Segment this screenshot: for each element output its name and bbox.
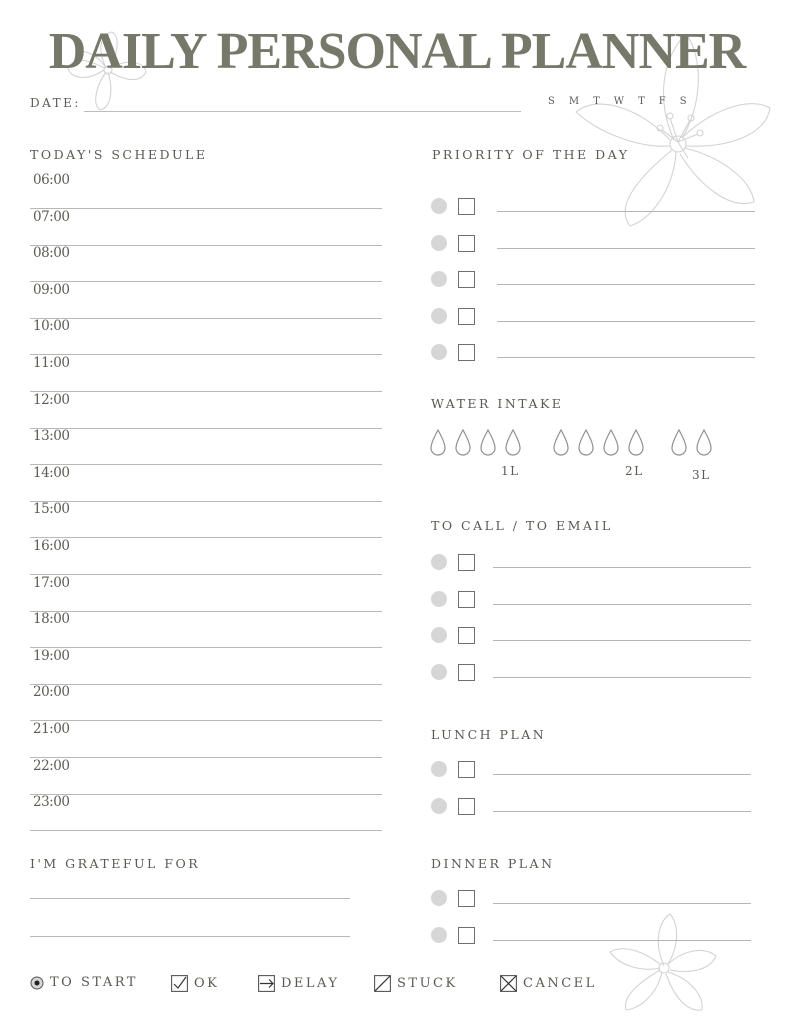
priority-item[interactable] — [431, 197, 755, 217]
water-drop-icon[interactable] — [480, 429, 496, 456]
to-call-item[interactable] — [431, 663, 751, 683]
status-dot-icon[interactable] — [431, 761, 447, 777]
schedule-row[interactable] — [30, 245, 382, 282]
status-dot-icon[interactable] — [431, 308, 447, 324]
dinner-line[interactable] — [493, 940, 751, 941]
schedule-row[interactable] — [30, 209, 382, 246]
water-drop-icon[interactable] — [628, 429, 644, 456]
priority-line[interactable] — [497, 284, 755, 285]
priority-line[interactable] — [497, 248, 755, 249]
schedule-time: 12:00 — [33, 391, 70, 408]
schedule-time: 09:00 — [33, 281, 70, 298]
checkbox[interactable] — [458, 344, 475, 361]
water-drop-icon[interactable] — [455, 429, 471, 456]
priority-heading: PRIORITY OF THE DAY — [432, 147, 630, 162]
checkbox[interactable] — [458, 627, 475, 644]
checkbox[interactable] — [458, 554, 475, 571]
dinner-item[interactable] — [431, 889, 751, 909]
schedule-row[interactable] — [30, 611, 382, 648]
legend-cancel-label: CANCEL — [523, 976, 597, 991]
water-drop-icon[interactable] — [603, 429, 619, 456]
status-dot-icon[interactable] — [431, 198, 447, 214]
schedule-time: 08:00 — [33, 245, 70, 262]
water-label-1l: 1L — [501, 464, 520, 478]
legend-cancel — [500, 975, 597, 992]
to-call-line[interactable] — [493, 604, 751, 605]
priority-line[interactable] — [497, 357, 755, 358]
status-dot-icon[interactable] — [431, 664, 447, 680]
schedule-time: 18:00 — [33, 611, 70, 628]
schedule-time: 10:00 — [33, 318, 70, 335]
schedule-row[interactable] — [30, 794, 382, 831]
water-heading: WATER INTAKE — [431, 396, 564, 411]
page-title: DAILY PERSONAL PLANNER — [48, 23, 746, 80]
checkbox[interactable] — [458, 798, 475, 815]
grateful-heading: I'M GRATEFUL FOR — [30, 856, 201, 871]
legend-stuck-label: STUCK — [397, 976, 458, 991]
status-dot-icon[interactable] — [431, 271, 447, 287]
schedule-time: 17:00 — [33, 574, 70, 591]
legend-stuck — [374, 975, 458, 992]
schedule-row[interactable] — [30, 392, 382, 429]
weekday-sat[interactable]: S — [679, 96, 687, 107]
checkbox[interactable] — [458, 591, 475, 608]
schedule-time: 22:00 — [33, 757, 70, 774]
checkbox[interactable] — [458, 761, 475, 778]
schedule-row[interactable] — [30, 501, 382, 538]
dinner-line[interactable] — [493, 903, 751, 904]
schedule-row[interactable] — [30, 758, 382, 795]
water-label-2l: 2L — [625, 464, 644, 478]
status-dot-icon[interactable] — [431, 344, 447, 360]
schedule-time: 07:00 — [33, 208, 70, 225]
schedule-row[interactable] — [30, 684, 382, 721]
status-dot-icon[interactable] — [431, 798, 447, 814]
arrow-box-icon — [258, 975, 275, 992]
schedule-time: 20:00 — [33, 684, 70, 701]
priority-item[interactable] — [431, 270, 755, 290]
date-input-line[interactable] — [84, 111, 521, 112]
legend-delay-label: DELAY — [281, 976, 340, 991]
priority-item[interactable] — [431, 234, 755, 254]
status-dot-icon[interactable] — [431, 554, 447, 570]
status-dot-icon[interactable] — [431, 627, 447, 643]
schedule-row[interactable] — [30, 648, 382, 685]
schedule-time: 15:00 — [33, 501, 70, 518]
slash-box-icon — [374, 975, 391, 992]
priority-item[interactable] — [431, 343, 755, 363]
checkbox[interactable] — [458, 890, 475, 907]
to-call-line[interactable] — [493, 567, 751, 568]
checkbox[interactable] — [458, 664, 475, 681]
checkbox[interactable] — [458, 927, 475, 944]
schedule-time: 06:00 — [33, 172, 70, 188]
schedule-row[interactable] — [30, 538, 382, 575]
dinner-item[interactable] — [431, 926, 751, 946]
water-drop-icon[interactable] — [578, 429, 594, 456]
lunch-item[interactable] — [431, 797, 751, 817]
to-call-heading: TO CALL / TO EMAIL — [431, 518, 613, 533]
to-call-item[interactable] — [431, 626, 751, 646]
priority-line[interactable] — [497, 211, 755, 212]
water-drop-icon[interactable] — [696, 429, 712, 456]
checkbox[interactable] — [458, 235, 475, 252]
legend-ok-label: OK — [194, 976, 220, 991]
water-drop-icon[interactable] — [505, 429, 521, 456]
to-start-icon — [30, 976, 44, 990]
schedule-time: 16:00 — [33, 538, 70, 554]
status-dot-icon[interactable] — [431, 591, 447, 607]
schedule-row[interactable] — [30, 172, 382, 209]
checkbox[interactable] — [458, 271, 475, 288]
water-label-3l: 3L — [692, 468, 711, 482]
to-call-line[interactable] — [493, 677, 751, 678]
schedule-row[interactable] — [30, 428, 382, 465]
lunch-heading: LUNCH PLAN — [431, 727, 547, 742]
water-drop-icon[interactable] — [430, 429, 446, 456]
schedule-time: 13:00 — [33, 428, 70, 445]
status-dot-icon[interactable] — [431, 235, 447, 251]
legend-to-start-label: TO START — [50, 975, 138, 990]
water-drop-icon[interactable] — [671, 429, 687, 456]
legend-to-start — [30, 975, 138, 990]
weekday-wed[interactable]: W — [613, 96, 625, 107]
priority-line[interactable] — [497, 321, 755, 322]
schedule-time: 14:00 — [33, 464, 70, 481]
schedule-row[interactable] — [30, 318, 382, 355]
checkbox[interactable] — [458, 198, 475, 215]
checkbox[interactable] — [458, 308, 475, 325]
schedule-row[interactable] — [30, 721, 382, 758]
schedule-line[interactable] — [30, 830, 382, 831]
grateful-line[interactable] — [30, 898, 350, 899]
schedule-heading: TODAY'S SCHEDULE — [30, 147, 208, 162]
weekday-selector — [548, 96, 687, 107]
to-call-item[interactable] — [431, 553, 751, 573]
lunch-item[interactable] — [431, 760, 751, 780]
checkmark-box-icon — [171, 975, 188, 992]
schedule-row[interactable] — [30, 575, 382, 612]
status-dot-icon[interactable] — [431, 927, 447, 943]
weekday-fri[interactable]: F — [658, 96, 666, 107]
dinner-heading: DINNER PLAN — [431, 856, 555, 871]
weekday-thu[interactable]: T — [638, 96, 645, 107]
schedule-time: 19:00 — [33, 647, 70, 664]
lunch-line[interactable] — [493, 811, 751, 812]
schedule-time: 11:00 — [33, 355, 70, 371]
grateful-line[interactable] — [30, 936, 350, 937]
weekday-sun[interactable]: S — [548, 96, 555, 107]
schedule-time: 23:00 — [33, 794, 70, 811]
legend-delay — [258, 975, 340, 992]
legend-ok — [171, 975, 219, 992]
schedule-row[interactable] — [30, 465, 382, 502]
schedule-row[interactable] — [30, 355, 382, 392]
schedule-time: 21:00 — [33, 721, 70, 737]
weekday-mon[interactable]: M — [568, 96, 580, 107]
status-dot-icon[interactable] — [431, 890, 447, 906]
water-drop-icon[interactable] — [553, 429, 569, 456]
lunch-line[interactable] — [493, 774, 751, 775]
cross-box-icon — [500, 975, 517, 992]
schedule-row[interactable] — [30, 282, 382, 319]
weekday-tue[interactable]: T — [593, 96, 600, 107]
to-call-item[interactable] — [431, 590, 751, 610]
date-label: DATE: — [30, 96, 81, 110]
priority-item[interactable] — [431, 307, 755, 327]
to-call-line[interactable] — [493, 640, 751, 641]
